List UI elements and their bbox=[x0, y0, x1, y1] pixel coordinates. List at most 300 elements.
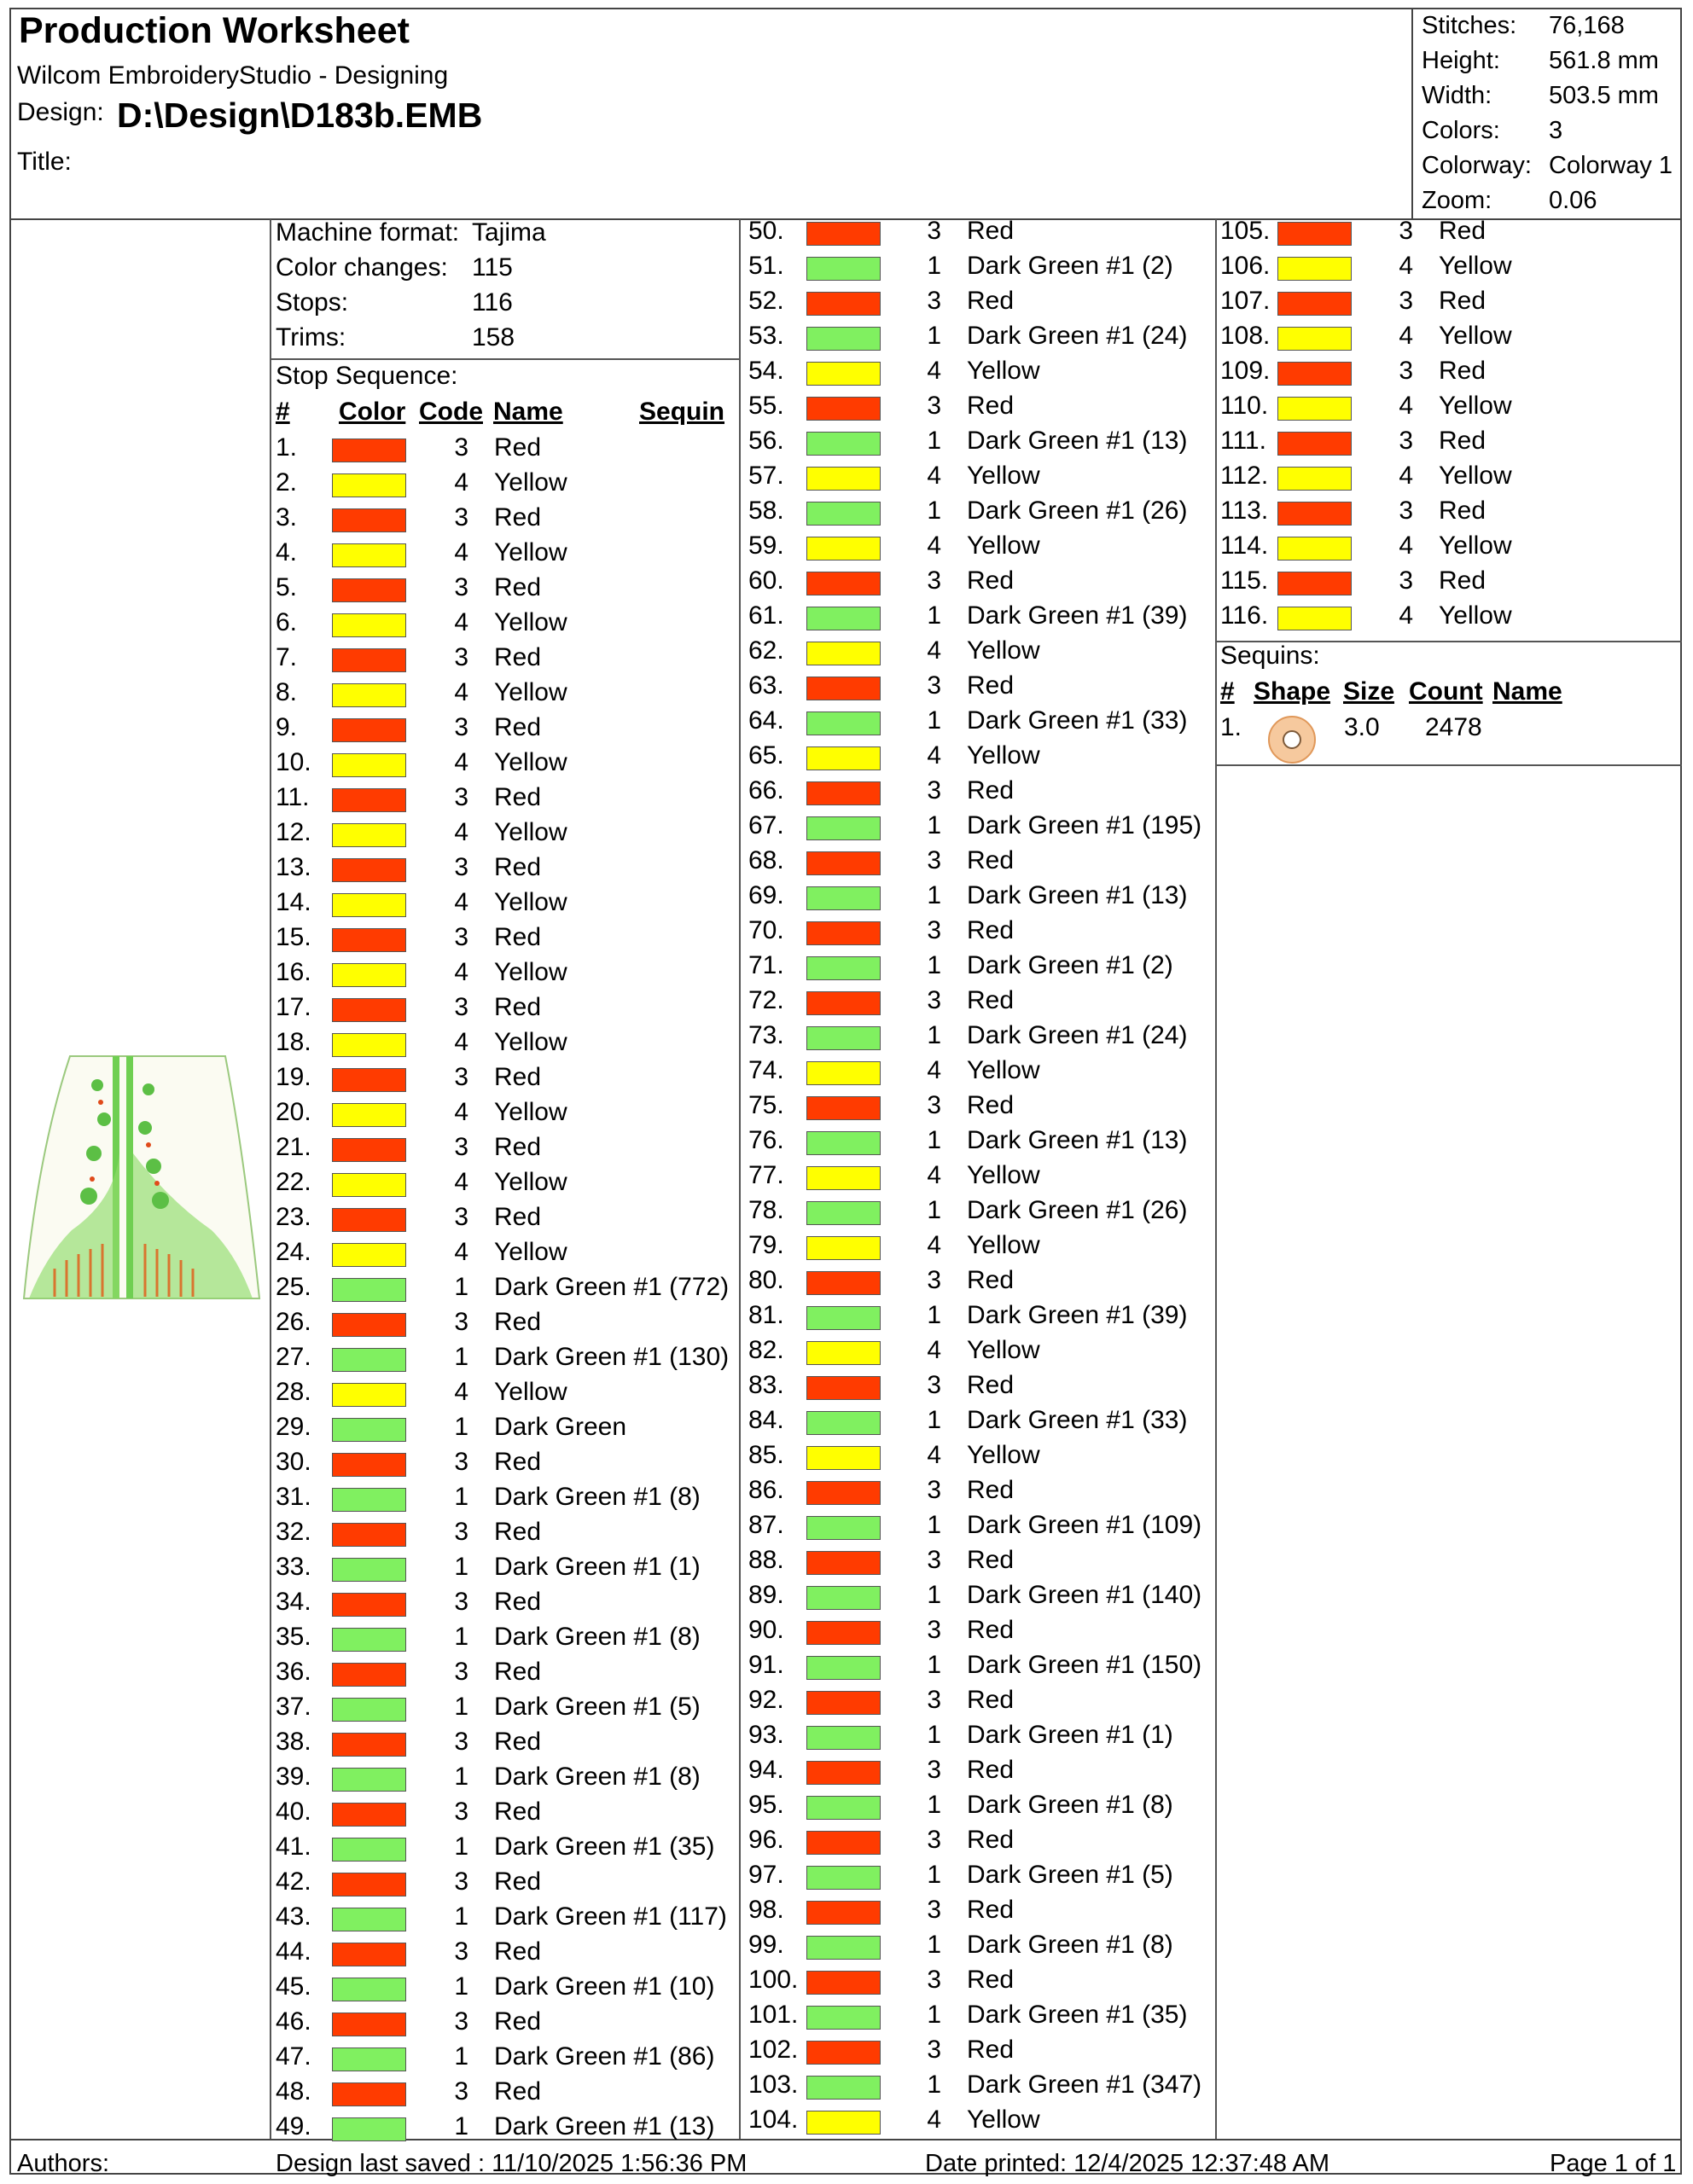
stop-number: 21. bbox=[276, 1133, 311, 1161]
thread-name: Red bbox=[967, 2036, 1015, 2064]
thread-code: 1 bbox=[454, 1553, 468, 1581]
thread-name: Red bbox=[967, 287, 1015, 315]
stop-number: 8. bbox=[276, 678, 298, 706]
thread-code: 3 bbox=[454, 433, 468, 462]
color-swatch bbox=[332, 1488, 406, 1512]
thread-code: 4 bbox=[454, 888, 468, 916]
color-swatch bbox=[332, 928, 406, 952]
thread-code: 4 bbox=[454, 1098, 468, 1126]
thread-name: Dark Green #1 (2) bbox=[967, 252, 1173, 280]
thread-code: 3 bbox=[454, 1937, 468, 1966]
stop-number: 7. bbox=[276, 643, 298, 671]
stop-number: 58. bbox=[748, 497, 784, 525]
app-name: Wilcom EmbroideryStudio - Designing bbox=[17, 61, 449, 90]
stop-number: 39. bbox=[276, 1763, 311, 1791]
stop-number: 9. bbox=[276, 713, 298, 741]
thread-code: 3 bbox=[454, 713, 468, 741]
color-swatch bbox=[806, 1971, 881, 1995]
stop-number: 104. bbox=[748, 2106, 799, 2134]
thread-name: Red bbox=[494, 993, 542, 1021]
stop-number: 36. bbox=[276, 1658, 311, 1686]
stop-number: 103. bbox=[748, 2071, 799, 2099]
thread-code: 3 bbox=[927, 1756, 941, 1784]
thread-code: 3 bbox=[927, 287, 941, 315]
thread-name: Dark Green #1 (8) bbox=[494, 1763, 701, 1791]
footer-divider bbox=[9, 2139, 1682, 2140]
thread-code: 1 bbox=[454, 1833, 468, 1861]
color-swatch bbox=[332, 473, 406, 497]
color-swatch bbox=[806, 1551, 881, 1575]
color-swatch bbox=[806, 1236, 881, 1260]
thread-code: 1 bbox=[927, 2001, 941, 2029]
color-swatch bbox=[806, 1691, 881, 1715]
color-swatch bbox=[1277, 607, 1352, 630]
color-swatch bbox=[1277, 292, 1352, 316]
design-thumbnail bbox=[20, 1051, 263, 1304]
stop-number: 42. bbox=[276, 1867, 311, 1896]
color-swatch bbox=[806, 467, 881, 491]
thread-name: Red bbox=[967, 1826, 1015, 1854]
thread-name: Red bbox=[1439, 497, 1486, 525]
color-swatch bbox=[1277, 502, 1352, 526]
color-swatch bbox=[806, 1411, 881, 1435]
thread-name: Yellow bbox=[967, 1336, 1040, 1364]
thread-code: 3 bbox=[927, 776, 941, 804]
thread-name: Red bbox=[967, 1266, 1015, 1294]
thread-code: 3 bbox=[454, 1798, 468, 1826]
thread-code: 1 bbox=[454, 1623, 468, 1651]
thread-code: 3 bbox=[1399, 427, 1413, 455]
stop-number: 46. bbox=[276, 2007, 311, 2036]
color-swatch bbox=[806, 816, 881, 840]
column-header-sequin: Sequin bbox=[639, 398, 725, 426]
thread-name: Red bbox=[494, 1658, 542, 1686]
thread-name: Dark Green #1 (33) bbox=[967, 1406, 1188, 1434]
stop-number: 66. bbox=[748, 776, 784, 804]
thread-name: Yellow bbox=[967, 1056, 1040, 1084]
color-swatch bbox=[806, 956, 881, 980]
color-swatch bbox=[806, 2041, 881, 2065]
thread-name: Red bbox=[494, 1063, 542, 1091]
thread-name: Red bbox=[967, 1756, 1015, 1784]
color-swatch bbox=[806, 2076, 881, 2100]
thread-code: 1 bbox=[927, 1931, 941, 1959]
footer-authors: Authors: bbox=[17, 2150, 109, 2177]
thread-name: Red bbox=[967, 217, 1015, 245]
color-swatch bbox=[332, 1068, 406, 1092]
stop-number: 32. bbox=[276, 1518, 311, 1546]
stop-number: 61. bbox=[748, 601, 784, 630]
stop-number: 72. bbox=[748, 986, 784, 1014]
thread-name: Dark Green #1 (39) bbox=[967, 601, 1188, 630]
color-swatch bbox=[332, 823, 406, 847]
thread-name: Yellow bbox=[967, 357, 1040, 385]
thread-code: 1 bbox=[927, 1126, 941, 1154]
stop-number: 45. bbox=[276, 1972, 311, 2001]
color-swatch bbox=[806, 1446, 881, 1470]
color-swatch bbox=[1277, 257, 1352, 281]
thread-name: Yellow bbox=[967, 462, 1040, 490]
stop-number: 87. bbox=[748, 1511, 784, 1539]
stop-number: 34. bbox=[276, 1588, 311, 1616]
thread-code: 3 bbox=[927, 916, 941, 944]
color-swatch bbox=[806, 1166, 881, 1190]
thread-code: 4 bbox=[454, 818, 468, 846]
color-swatch bbox=[332, 753, 406, 777]
design-path: D:\Design\D183b.EMB bbox=[117, 96, 483, 135]
thread-name: Yellow bbox=[494, 958, 567, 986]
thread-code: 3 bbox=[454, 1518, 468, 1546]
thread-name: Yellow bbox=[494, 678, 567, 706]
stop-number: 63. bbox=[748, 671, 784, 700]
stop-number: 84. bbox=[748, 1406, 784, 1434]
thread-name: Dark Green #1 (13) bbox=[967, 427, 1188, 455]
color-swatch bbox=[806, 851, 881, 875]
thread-code: 4 bbox=[927, 1336, 941, 1364]
thread-name: Red bbox=[967, 1476, 1015, 1504]
color-swatch bbox=[806, 327, 881, 351]
thread-name: Red bbox=[967, 566, 1015, 595]
color-swatch bbox=[806, 1621, 881, 1645]
thread-name: Yellow bbox=[1439, 252, 1512, 280]
stop-number: 94. bbox=[748, 1756, 784, 1784]
thread-code: 3 bbox=[454, 1867, 468, 1896]
stop-number: 26. bbox=[276, 1308, 311, 1336]
grid-line bbox=[1215, 219, 1217, 2139]
stop-number: 80. bbox=[748, 1266, 784, 1294]
stop-number: 90. bbox=[748, 1616, 784, 1644]
stop-number: 114. bbox=[1220, 531, 1269, 560]
thread-code: 1 bbox=[927, 1196, 941, 1224]
color-swatch bbox=[332, 1873, 406, 1896]
thread-code: 3 bbox=[454, 923, 468, 951]
stop-number: 77. bbox=[748, 1161, 784, 1189]
stop-number: 4. bbox=[276, 538, 298, 566]
thread-name: Red bbox=[1439, 566, 1486, 595]
thread-code: 4 bbox=[454, 748, 468, 776]
thread-code: 3 bbox=[927, 1546, 941, 1574]
stop-number: 2. bbox=[276, 468, 298, 497]
column-header-code: Code bbox=[419, 398, 483, 426]
thread-code: 3 bbox=[454, 1308, 468, 1336]
column-header-name: Name bbox=[493, 398, 563, 426]
thread-name: Red bbox=[494, 1867, 542, 1896]
thread-code: 3 bbox=[1399, 287, 1413, 315]
stats-divider bbox=[1411, 8, 1413, 219]
thread-name: Yellow bbox=[1439, 322, 1512, 350]
thread-name: Red bbox=[494, 1308, 542, 1336]
stop-number: 37. bbox=[276, 1693, 311, 1721]
stop-number: 92. bbox=[748, 1686, 784, 1714]
color-swatch bbox=[1277, 397, 1352, 421]
thread-code: 1 bbox=[927, 322, 941, 350]
stop-number: 74. bbox=[748, 1056, 784, 1084]
stop-sequence-label: Stop Sequence: bbox=[276, 362, 458, 390]
color-swatch bbox=[332, 1383, 406, 1407]
thread-name: Yellow bbox=[494, 1028, 567, 1056]
thread-code: 3 bbox=[454, 993, 468, 1021]
thread-code: 3 bbox=[1399, 217, 1413, 245]
color-swatch bbox=[806, 712, 881, 735]
thread-code: 3 bbox=[927, 2036, 941, 2064]
stop-number: 115. bbox=[1220, 566, 1269, 595]
sequin-header-count: Count bbox=[1409, 677, 1483, 706]
thread-name: Yellow bbox=[967, 636, 1040, 665]
thread-code: 1 bbox=[454, 1483, 468, 1511]
thread-code: 1 bbox=[927, 1721, 941, 1749]
color-swatch bbox=[806, 537, 881, 561]
thread-name: Dark Green #1 (109) bbox=[967, 1511, 1202, 1539]
thread-code: 3 bbox=[454, 1658, 468, 1686]
stop-number: 81. bbox=[748, 1301, 784, 1329]
stop-number: 59. bbox=[748, 531, 784, 560]
color-swatch bbox=[806, 1831, 881, 1855]
color-swatch bbox=[806, 991, 881, 1015]
thread-name: Yellow bbox=[1439, 392, 1512, 420]
thread-name: Red bbox=[494, 1203, 542, 1231]
thread-name: Red bbox=[967, 846, 1015, 874]
stop-number: 15. bbox=[276, 923, 311, 951]
thread-code: 1 bbox=[454, 1413, 468, 1441]
color-swatch bbox=[332, 998, 406, 1022]
thread-name: Yellow bbox=[494, 468, 567, 497]
thread-name: Dark Green #1 (140) bbox=[967, 1581, 1202, 1609]
color-swatch bbox=[806, 1306, 881, 1330]
thread-name: Red bbox=[494, 1728, 542, 1756]
grid-line bbox=[1215, 764, 1682, 766]
stop-number: 83. bbox=[748, 1371, 784, 1399]
thread-code: 1 bbox=[927, 427, 941, 455]
thread-name: Yellow bbox=[967, 2106, 1040, 2134]
stop-number: 99. bbox=[748, 1931, 784, 1959]
thread-name: Dark Green bbox=[494, 1413, 627, 1441]
thread-code: 3 bbox=[454, 853, 468, 881]
color-swatch bbox=[332, 2082, 406, 2106]
footer-date-printed: Date printed: 12/4/2025 12:37:48 AM bbox=[925, 2150, 1330, 2177]
color-swatch bbox=[806, 677, 881, 700]
title-label: Title: bbox=[17, 148, 72, 176]
thread-code: 4 bbox=[1399, 462, 1413, 490]
color-swatch bbox=[332, 1278, 406, 1302]
sequin-row-size: 3.0 bbox=[1344, 713, 1380, 741]
thread-code: 4 bbox=[454, 958, 468, 986]
color-swatch bbox=[332, 648, 406, 672]
sequin-ring-icon bbox=[1268, 716, 1316, 764]
color-swatch bbox=[332, 1103, 406, 1127]
thread-name: Dark Green #1 (35) bbox=[494, 1833, 715, 1861]
thread-code: 4 bbox=[927, 1231, 941, 1259]
stop-number: 28. bbox=[276, 1378, 311, 1406]
thread-code: 1 bbox=[454, 1763, 468, 1791]
thread-code: 3 bbox=[927, 1966, 941, 1994]
thread-name: Red bbox=[494, 643, 542, 671]
thread-code: 1 bbox=[927, 1581, 941, 1609]
thread-code: 1 bbox=[927, 2071, 941, 2099]
stop-number: 54. bbox=[748, 357, 784, 385]
color-swatch bbox=[806, 1271, 881, 1295]
thread-name: Red bbox=[494, 1518, 542, 1546]
thread-code: 1 bbox=[927, 1651, 941, 1679]
color-swatch bbox=[806, 921, 881, 945]
thread-code: 1 bbox=[927, 706, 941, 735]
thread-code: 3 bbox=[927, 671, 941, 700]
thread-name: Yellow bbox=[967, 531, 1040, 560]
stop-number: 52. bbox=[748, 287, 784, 315]
thread-code: 4 bbox=[1399, 392, 1413, 420]
color-swatch bbox=[332, 1943, 406, 1966]
thread-name: Red bbox=[494, 923, 542, 951]
thread-code: 3 bbox=[1399, 357, 1413, 385]
color-swatch bbox=[806, 1026, 881, 1050]
thread-name: Dark Green #1 (2) bbox=[967, 951, 1173, 979]
thread-code: 1 bbox=[927, 1861, 941, 1889]
color-swatch bbox=[1277, 432, 1352, 456]
thread-code: 1 bbox=[454, 1902, 468, 1931]
thread-name: Red bbox=[494, 433, 542, 462]
color-swatch bbox=[806, 572, 881, 595]
color-swatch bbox=[806, 1131, 881, 1155]
thread-code: 1 bbox=[927, 1301, 941, 1329]
color-swatch bbox=[332, 1243, 406, 1267]
color-swatch bbox=[806, 292, 881, 316]
thread-code: 3 bbox=[927, 1371, 941, 1399]
stop-number: 73. bbox=[748, 1021, 784, 1049]
color-swatch bbox=[1277, 362, 1352, 386]
stop-number: 88. bbox=[748, 1546, 784, 1574]
thread-code: 3 bbox=[927, 1266, 941, 1294]
stop-number: 65. bbox=[748, 741, 784, 770]
thread-name: Red bbox=[967, 1686, 1015, 1714]
thread-name: Yellow bbox=[494, 748, 567, 776]
stop-number: 27. bbox=[276, 1343, 311, 1371]
thread-name: Dark Green #1 (24) bbox=[967, 1021, 1188, 1049]
thread-code: 1 bbox=[927, 951, 941, 979]
thread-name: Red bbox=[967, 1546, 1015, 1574]
stop-number: 111. bbox=[1220, 427, 1266, 455]
stop-number: 64. bbox=[748, 706, 784, 735]
color-swatch bbox=[806, 1376, 881, 1400]
thread-name: Dark Green #1 (8) bbox=[967, 1931, 1173, 1959]
thread-name: Yellow bbox=[1439, 601, 1512, 630]
thread-code: 4 bbox=[927, 1441, 941, 1469]
stop-number: 68. bbox=[748, 846, 784, 874]
thread-name: Red bbox=[967, 1896, 1015, 1924]
stop-number: 48. bbox=[276, 2077, 311, 2106]
color-swatch bbox=[332, 613, 406, 637]
stop-number: 5. bbox=[276, 573, 298, 601]
color-swatch bbox=[332, 718, 406, 742]
thread-code: 4 bbox=[927, 636, 941, 665]
stop-number: 25. bbox=[276, 1273, 311, 1301]
thread-name: Dark Green #1 (86) bbox=[494, 2042, 715, 2071]
color-swatch bbox=[332, 1908, 406, 1931]
thread-name: Red bbox=[967, 1371, 1015, 1399]
color-swatch bbox=[806, 746, 881, 770]
stop-number: 62. bbox=[748, 636, 784, 665]
thread-code: 1 bbox=[454, 2112, 468, 2140]
thread-code: 4 bbox=[927, 741, 941, 770]
thread-name: Dark Green #1 (117) bbox=[494, 1902, 727, 1931]
stop-number: 71. bbox=[748, 951, 784, 979]
thread-code: 3 bbox=[454, 1203, 468, 1231]
color-swatch bbox=[806, 1061, 881, 1085]
color-swatch bbox=[1277, 537, 1352, 561]
stop-number: 93. bbox=[748, 1721, 784, 1749]
thread-name: Dark Green #1 (39) bbox=[967, 1301, 1188, 1329]
thread-code: 4 bbox=[454, 1378, 468, 1406]
color-swatch bbox=[806, 1341, 881, 1365]
thread-name: Red bbox=[494, 713, 542, 741]
stop-number: 106. bbox=[1220, 252, 1271, 280]
thread-name: Red bbox=[967, 1091, 1015, 1119]
thread-name: Dark Green #1 (13) bbox=[494, 2112, 715, 2140]
color-swatch bbox=[332, 2117, 406, 2141]
thread-name: Yellow bbox=[494, 1378, 567, 1406]
stop-number: 1. bbox=[276, 433, 298, 462]
color-swatch bbox=[332, 1418, 406, 1442]
thread-name: Dark Green #1 (10) bbox=[494, 1972, 715, 2001]
thread-name: Red bbox=[494, 503, 542, 531]
thread-name: Dark Green #1 (1) bbox=[967, 1721, 1173, 1749]
thread-name: Red bbox=[494, 1588, 542, 1616]
color-swatch bbox=[806, 502, 881, 526]
grid-line bbox=[270, 219, 271, 2139]
stop-number: 3. bbox=[276, 503, 298, 531]
color-swatch bbox=[806, 1726, 881, 1750]
thread-name: Dark Green #1 (13) bbox=[967, 1126, 1188, 1154]
color-swatch bbox=[806, 607, 881, 630]
sequins-label: Sequins: bbox=[1220, 642, 1320, 670]
thread-code: 1 bbox=[927, 881, 941, 909]
stop-number: 50. bbox=[748, 217, 784, 245]
thread-name: Dark Green #1 (8) bbox=[967, 1791, 1173, 1819]
thread-name: Dark Green #1 (5) bbox=[967, 1861, 1173, 1889]
thread-name: Red bbox=[967, 671, 1015, 700]
footer-last-saved: Design last saved : 11/10/2025 1:56:36 PM bbox=[276, 2150, 748, 2177]
color-swatch bbox=[1277, 572, 1352, 595]
thread-code: 3 bbox=[927, 1896, 941, 1924]
stop-number: 23. bbox=[276, 1203, 311, 1231]
color-swatch bbox=[332, 893, 406, 917]
stop-number: 33. bbox=[276, 1553, 311, 1581]
stop-number: 41. bbox=[276, 1833, 311, 1861]
thread-name: Red bbox=[494, 2077, 542, 2106]
color-swatch bbox=[332, 2048, 406, 2071]
thread-code: 1 bbox=[927, 497, 941, 525]
color-swatch bbox=[332, 1033, 406, 1057]
stop-number: 29. bbox=[276, 1413, 311, 1441]
stop-number: 110. bbox=[1220, 392, 1269, 420]
thread-name: Dark Green #1 (8) bbox=[494, 1483, 701, 1511]
stop-number: 101. bbox=[748, 2001, 799, 2029]
thread-name: Yellow bbox=[494, 1168, 567, 1196]
color-swatch bbox=[332, 683, 406, 707]
thread-code: 1 bbox=[454, 1343, 468, 1371]
color-swatch bbox=[332, 1208, 406, 1232]
color-swatch bbox=[806, 257, 881, 281]
stop-number: 67. bbox=[748, 811, 784, 839]
color-swatch bbox=[332, 1453, 406, 1477]
thread-name: Dark Green #1 (24) bbox=[967, 322, 1188, 350]
thread-code: 3 bbox=[1399, 566, 1413, 595]
color-swatch bbox=[806, 432, 881, 456]
stop-number: 108. bbox=[1220, 322, 1271, 350]
color-swatch bbox=[332, 1628, 406, 1652]
color-swatch bbox=[332, 1348, 406, 1372]
color-swatch bbox=[332, 1698, 406, 1722]
thread-code: 3 bbox=[927, 1091, 941, 1119]
grid-line bbox=[739, 219, 741, 2139]
